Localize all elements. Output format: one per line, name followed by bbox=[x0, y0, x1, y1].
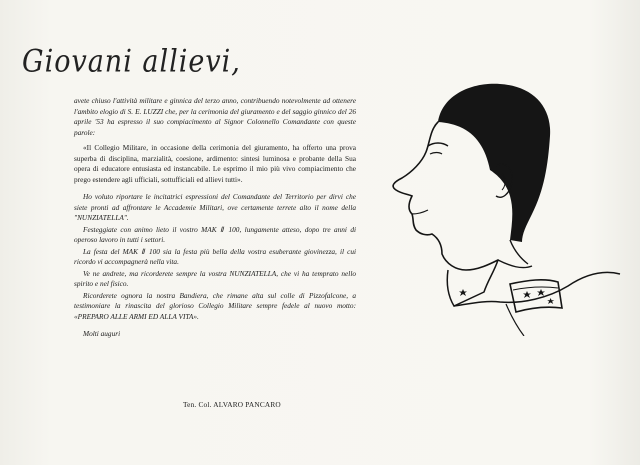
paragraph-5: La festa del MAK Ⅱ 100 sia la festa più bella della vostra esuberante giovinezza, il cui ricordo vi accompagnerà nella vita. bbox=[74, 246, 356, 266]
paragraph-greeting: Molti auguri bbox=[83, 329, 121, 338]
letter-heading: Giovani allievi, bbox=[22, 44, 241, 80]
letter-body bbox=[74, 96, 356, 341]
paragraph-7: Ricorderete ognora la nostra Bandiera, che rimane alta sul colle di Pizzofalcone, a testimoniare la rinascita del glorioso Collegio Militare sempre fedele al nuovo motto: «PREPARO ALLE ARMI ED ALLA VITA». bbox=[74, 290, 356, 321]
officer-portrait-drawing bbox=[372, 74, 624, 336]
paragraph-3: Ho voluto riportare le incitatrici espressioni del Comandante del Territorio per dirvi che siete pronti ad affrontare le Accademie Militari, ove certamente terrete alto il nome della "NUNZIATELLA". bbox=[74, 192, 356, 222]
signature: Ten. Col. ALVARO PANCARO bbox=[183, 400, 281, 409]
paragraph-intro: avete chiuso l'attività militare e ginnica del terzo anno, contribuendo notevolmente ad ottenere l'ambito elogio di S. E. LUZZI che, per la cerimonia del giuramento e del saggio ginnico del 26 aprile '53 ha espresso il suo compiacimento al Signor Colonnello Comandante con queste parole: bbox=[74, 96, 356, 137]
paragraph-6: Ve ne andrete, ma ricorderete sempre la vostra NUNZIATELLA, che vi ha temprato nello spirito e nel fisico. bbox=[74, 268, 356, 288]
paragraph-quote: «Il Collegio Militare, in occasione della cerimonia del giuramento, ha offerto una prova superba di disciplina, marzialità, coesione, ardimento: sintesi luminosa e probante della Sua opera di educatore entusiasta ed instancabile. Le esprimo il mio più vivo compiacimento che prego estendere agli ufficiali, sottufficiali ed allievi tutti». bbox=[74, 143, 356, 184]
paragraph-4: Festeggiate con animo lieto il vostro MAK Ⅱ 100, lungamente atteso, dopo tre anni di operoso lavoro in tutti i settori. bbox=[74, 224, 356, 244]
